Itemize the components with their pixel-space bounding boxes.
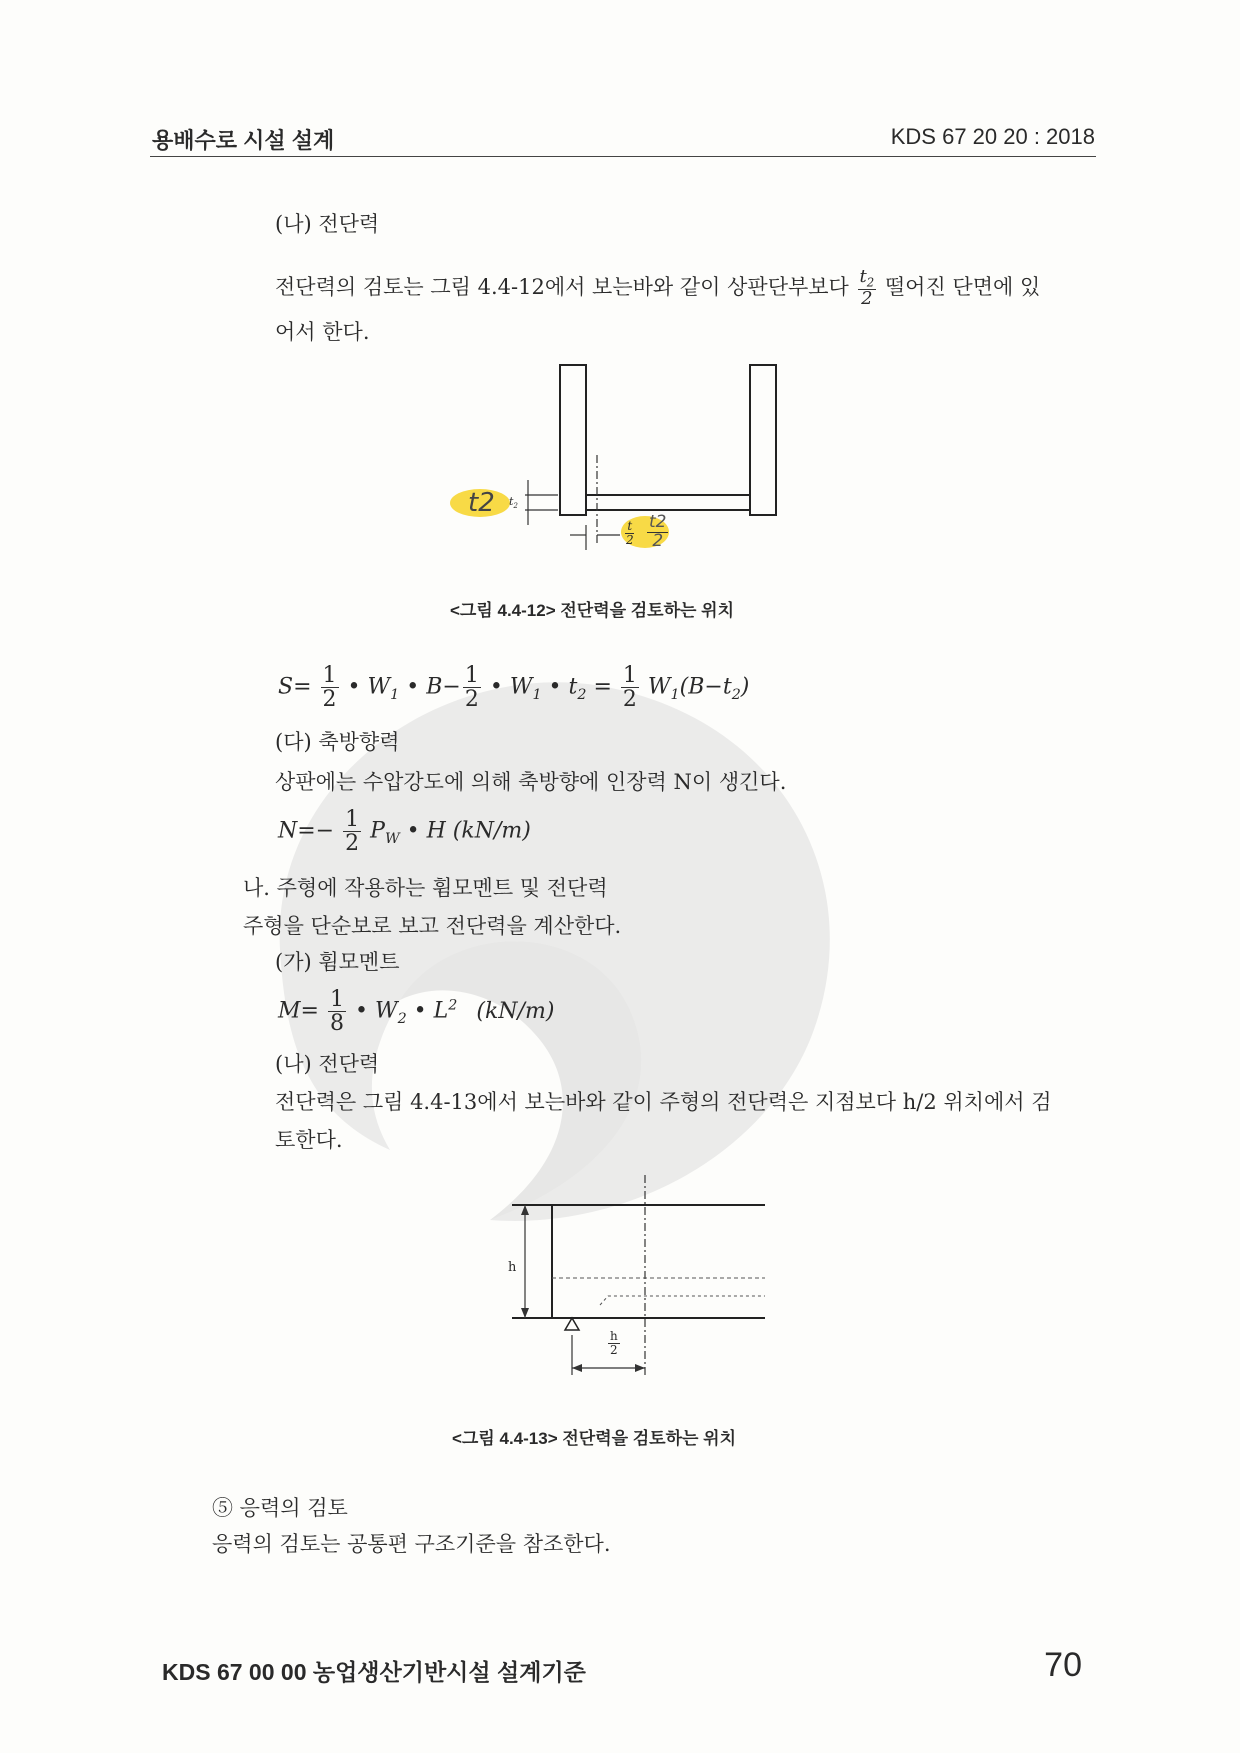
para-shear-girder-line2: 토한다.	[275, 1128, 343, 1152]
fig12-label-half: $\frac{t}{2}$	[626, 519, 634, 547]
equation-shear-s: S= $\frac{1}{2}$ • $W_1$ • B− $\frac{1}{2}$ • $W_1$ • $t_2$ = $\frac{1}{2}$ $W_1(B-t_2)$	[278, 663, 750, 713]
heading-shear-force: (나) 전단력	[275, 212, 380, 236]
fig12-label-t2: $t_2$	[509, 495, 518, 511]
fig13-label-h: h	[508, 1260, 517, 1275]
para-shear-girder-line1: 전단력은 그림 4.4-13에서 보는바와 같이 주형의 전단력은 지점보다 h/2 위치에서 검	[275, 1090, 1052, 1114]
caption-figure-4-4-12: <그림 4.4-12> 전단력을 검토하는 위치	[450, 601, 735, 620]
heading-main-girder: 나. 주형에 작용하는 휨모멘트 및 전단력	[243, 876, 608, 900]
figure-4-4-13	[500, 1170, 790, 1385]
para-main-girder: 주형을 단순보로 보고 전단력을 계산한다.	[243, 914, 622, 938]
para-shear-check	[275, 268, 1040, 309]
heading-bending-moment: (가) 휨모멘트	[275, 950, 400, 974]
para-shear-part1: 전단력의 검토는 그림 4.4-12에서 보는바와 같이 상판단부보다	[275, 274, 849, 299]
equation-axial-n: N=− $\frac{1}{2}$ $P_W$ • H (kN/m)	[278, 807, 531, 857]
header-title: 용배수로 시설 설계	[152, 128, 335, 153]
handwritten-t2: t2	[468, 488, 495, 518]
para-shear-part2: 떨어진 단면에 있	[884, 274, 1041, 299]
heading-shear-force-2: (나) 전단력	[275, 1052, 380, 1076]
para-shear-line2: 어서 한다.	[275, 320, 370, 344]
equation-moment-m: M= $\frac{1}{8}$ • $W_2$ • $L^2$ (kN/m)	[278, 987, 555, 1037]
heading-stress-check: ⑤ 응력의 검토	[212, 1496, 348, 1520]
header-code: KDS 67 20 20 : 2018	[890, 124, 1095, 149]
fig13-label-half-h: $\frac{h}{2}$	[610, 1329, 618, 1357]
page-number: 70	[1044, 1646, 1082, 1684]
caption-figure-4-4-13: <그림 4.4-13> 전단력을 검토하는 위치	[452, 1429, 737, 1448]
handwritten-t2-half: $\frac{t2}{2}$	[649, 512, 667, 551]
para-stress-check: 응력의 검토는 공통편 구조기준을 참조한다.	[212, 1532, 611, 1556]
header-divider	[150, 156, 1096, 157]
para-axial-force: 상판에는 수압강도에 의해 축방향에 인장력 N이 생긴다.	[275, 770, 787, 794]
heading-axial-force: (다) 축방향력	[275, 730, 400, 754]
figure-4-4-12	[440, 360, 800, 570]
footer-standard: KDS 67 00 00 농업생산기반시설 설계기준	[162, 1659, 586, 1685]
t2-half-fraction: $\frac{t_2}{2}$	[859, 266, 875, 309]
